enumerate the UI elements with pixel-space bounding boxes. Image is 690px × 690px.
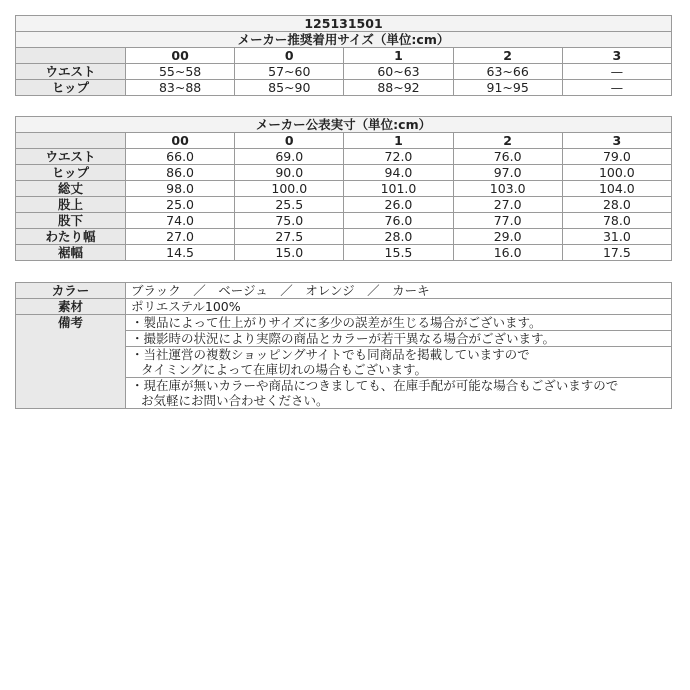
note-item bbox=[126, 315, 672, 331]
table-row bbox=[16, 64, 672, 80]
table-cell: — bbox=[562, 80, 671, 96]
table-row bbox=[16, 245, 672, 261]
material-row bbox=[16, 299, 672, 315]
table-cell: 100.0 bbox=[235, 181, 344, 197]
table-cell: 17.5 bbox=[562, 245, 671, 261]
blank-cell bbox=[16, 133, 126, 149]
table-row bbox=[16, 181, 672, 197]
table-row bbox=[16, 213, 672, 229]
table-cell: 104.0 bbox=[562, 181, 671, 197]
table-row bbox=[16, 197, 672, 213]
note-item bbox=[126, 378, 672, 409]
row-label: ヒップ bbox=[16, 165, 126, 181]
table-cell: 103.0 bbox=[453, 181, 562, 197]
table-cell: 97.0 bbox=[453, 165, 562, 181]
row-label: 裾幅 bbox=[16, 245, 126, 261]
row-label: わたり幅 bbox=[16, 229, 126, 245]
table-row bbox=[16, 229, 672, 245]
row-label: 総丈 bbox=[16, 181, 126, 197]
table-cell: 75.0 bbox=[235, 213, 344, 229]
size-header: 1 bbox=[344, 48, 453, 64]
table-cell: 15.0 bbox=[235, 245, 344, 261]
table-cell: 86.0 bbox=[126, 165, 235, 181]
table-cell: 69.0 bbox=[235, 149, 344, 165]
table-cell: 28.0 bbox=[344, 229, 453, 245]
table-cell: 72.0 bbox=[344, 149, 453, 165]
color-value: ブラック ／ ベージュ ／ オレンジ ／ カーキ bbox=[126, 283, 672, 299]
note-item bbox=[126, 347, 672, 378]
size-header-row bbox=[16, 133, 672, 149]
size-header: 2 bbox=[453, 48, 562, 64]
size-header: 3 bbox=[562, 133, 671, 149]
table-cell: 14.5 bbox=[126, 245, 235, 261]
recommended-size-title: メーカー推奨着用サイズ（単位:cm） bbox=[16, 32, 672, 48]
table-cell: 63~66 bbox=[453, 64, 562, 80]
table-cell: 78.0 bbox=[562, 213, 671, 229]
color-label: カラー bbox=[16, 283, 126, 299]
color-row bbox=[16, 283, 672, 299]
row-label: ウエスト bbox=[16, 149, 126, 165]
row-label: 股上 bbox=[16, 197, 126, 213]
actual-measurement-title: メーカー公表実寸（単位:cm） bbox=[16, 117, 672, 133]
table-cell: 57~60 bbox=[235, 64, 344, 80]
note-item bbox=[126, 331, 672, 347]
table-cell: 25.0 bbox=[126, 197, 235, 213]
table-cell: 83~88 bbox=[126, 80, 235, 96]
table-cell: 55~58 bbox=[126, 64, 235, 80]
note-line: タイミングによって在庫切れの場合もございます。 bbox=[141, 362, 428, 377]
table-cell: 27.0 bbox=[453, 197, 562, 213]
table-cell: 91~95 bbox=[453, 80, 562, 96]
table-cell: 28.0 bbox=[562, 197, 671, 213]
table-cell: 31.0 bbox=[562, 229, 671, 245]
table-cell: 100.0 bbox=[562, 165, 671, 181]
size-header: 2 bbox=[453, 133, 562, 149]
size-header: 0 bbox=[235, 133, 344, 149]
row-label: ウエスト bbox=[16, 64, 126, 80]
table-cell: 101.0 bbox=[344, 181, 453, 197]
table-cell: 29.0 bbox=[453, 229, 562, 245]
table-cell: — bbox=[562, 64, 671, 80]
table-cell: 26.0 bbox=[344, 197, 453, 213]
table-cell: 76.0 bbox=[344, 213, 453, 229]
size-header: 00 bbox=[126, 48, 235, 64]
table-cell: 16.0 bbox=[453, 245, 562, 261]
blank-cell bbox=[16, 48, 126, 64]
size-header: 1 bbox=[344, 133, 453, 149]
table-cell: 98.0 bbox=[126, 181, 235, 197]
table-cell: 60~63 bbox=[344, 64, 453, 80]
table-cell: 76.0 bbox=[453, 149, 562, 165]
notes-label: 備考 bbox=[16, 315, 126, 409]
table-cell: 25.5 bbox=[235, 197, 344, 213]
product-code: 125131501 bbox=[16, 16, 672, 32]
table-cell: 79.0 bbox=[562, 149, 671, 165]
table-cell: 27.0 bbox=[126, 229, 235, 245]
size-header: 0 bbox=[235, 48, 344, 64]
product-info-table bbox=[15, 282, 672, 409]
actual-measurement-table bbox=[15, 116, 672, 261]
notes-row bbox=[16, 315, 672, 331]
material-label: 素材 bbox=[16, 299, 126, 315]
note-line: ・当社運営の複数ショッピングサイトでも同商品を掲載していますので bbox=[131, 347, 530, 362]
note-line: ・現在庫が無いカラーや商品につきましても、在庫手配が可能な場合もございますので bbox=[131, 378, 619, 393]
note-line: お気軽にお問い合わせください。 bbox=[141, 393, 329, 408]
table-cell: 88~92 bbox=[344, 80, 453, 96]
size-header: 3 bbox=[562, 48, 671, 64]
table-cell: 66.0 bbox=[126, 149, 235, 165]
note-line: ・製品によって仕上がりサイズに多少の誤差が生じる場合がございます。 bbox=[131, 315, 542, 330]
table-cell: 74.0 bbox=[126, 213, 235, 229]
table-cell: 77.0 bbox=[453, 213, 562, 229]
material-value: ポリエステル100% bbox=[126, 299, 672, 315]
table-cell: 85~90 bbox=[235, 80, 344, 96]
row-label: ヒップ bbox=[16, 80, 126, 96]
note-line: ・撮影時の状況により実際の商品とカラーが若干異なる場合がございます。 bbox=[131, 331, 556, 346]
size-header-row bbox=[16, 48, 672, 64]
recommended-size-table bbox=[15, 15, 672, 96]
table-cell: 90.0 bbox=[235, 165, 344, 181]
size-header: 00 bbox=[126, 133, 235, 149]
table-cell: 94.0 bbox=[344, 165, 453, 181]
table-cell: 27.5 bbox=[235, 229, 344, 245]
table-row bbox=[16, 149, 672, 165]
row-label: 股下 bbox=[16, 213, 126, 229]
table-row bbox=[16, 165, 672, 181]
table-cell: 15.5 bbox=[344, 245, 453, 261]
table-row bbox=[16, 80, 672, 96]
